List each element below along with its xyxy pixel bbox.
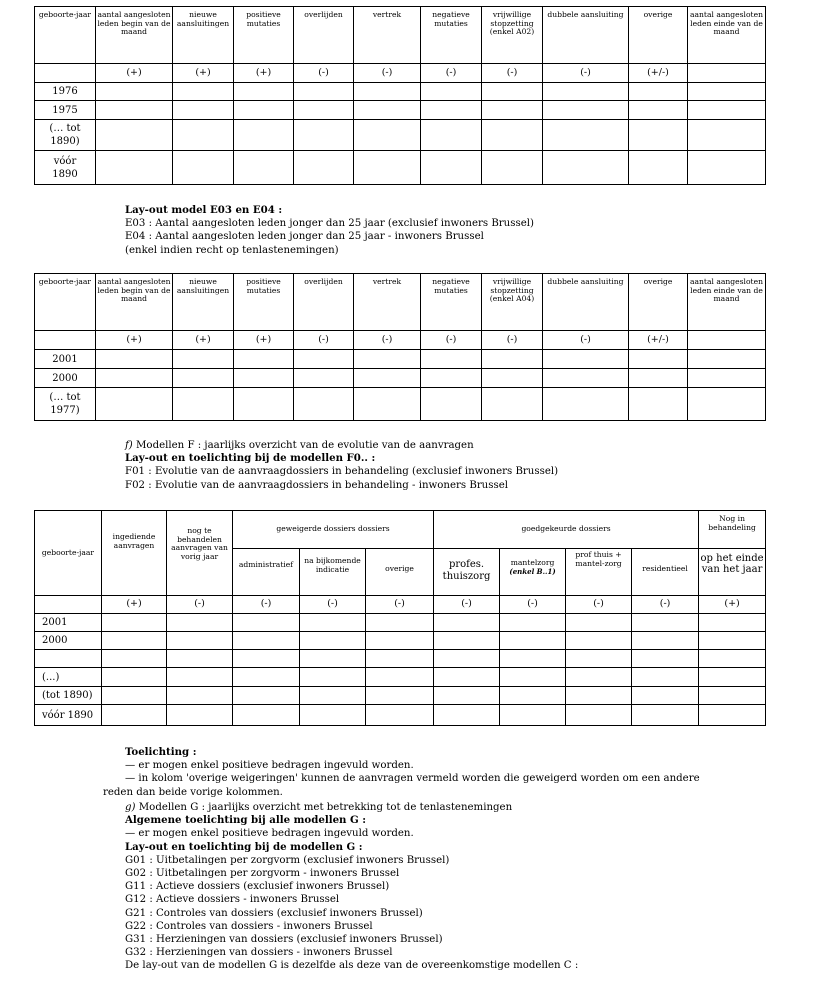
row-label: (… tot 1890) (35, 120, 96, 151)
col-header: negatieve mutaties (421, 274, 482, 331)
col-header-note: (enkel B..1) (509, 566, 556, 576)
section-title: Algemene toelichting bij alle modellen G : (125, 814, 367, 827)
sign-row (35, 64, 766, 83)
table-header-row (35, 274, 766, 331)
col-header: overige (629, 7, 688, 64)
group-header-geweigerd: geweigerde dossiers dossiers (233, 511, 434, 549)
sign-cell: (+) (173, 331, 234, 350)
table-header-row (35, 511, 766, 549)
sign-cell: (+) (699, 596, 766, 614)
sign-cell (35, 64, 96, 83)
col-header: aantal aangesloten leden einde van de maand (688, 274, 766, 331)
col-header: aantal aangesloten leden begin van de maand (96, 274, 173, 331)
text-line: — in kolom 'overige weigeringen' kunnen de aanvragen vermeld worden die geweigerd worden om een andere (125, 773, 700, 785)
col-header: overige (629, 274, 688, 331)
sign-cell: (+) (234, 331, 294, 350)
col-header: vrijwillige stopzetting (enkel A02) (482, 7, 543, 64)
sign-cell: (-) (354, 64, 421, 83)
model-line: G21 : Controles van dossiers (exclusief inwoners Brussel) (125, 907, 423, 919)
sign-cell: (+) (96, 331, 173, 350)
text-line (125, 801, 578, 814)
col-header: geboorte-jaar (35, 7, 96, 64)
sign-cell: (-) (500, 596, 566, 614)
row-label (35, 650, 102, 668)
col-header: overlijden (294, 274, 354, 331)
col-header: geboorte-jaar (35, 511, 102, 596)
sign-cell: (-) (482, 64, 543, 83)
text-line: De lay-out van de modellen G is dezelfde als deze van de overeenkomstige modellen C : (125, 960, 579, 972)
group-header-goedgekeurd: goedgekeurde dossiers (434, 511, 699, 549)
row-label: 2000 (35, 632, 102, 650)
sign-cell (35, 331, 96, 350)
col-header: vrijwillige stopzetting (enkel A04) (482, 274, 543, 331)
sign-cell: (-) (167, 596, 233, 614)
sign-cell: (-) (294, 331, 354, 350)
toelichting-text (125, 746, 700, 786)
row-label: 2001 (35, 350, 96, 369)
model-line: G32 : Herzieningen van dossiers - inwoners Brussel (125, 947, 393, 959)
text-line: E04 : Aantal aangesloten leden jonger dan 25 jaar - inwoners Brussel (125, 231, 484, 243)
col-header: dubbele aansluiting (543, 274, 629, 331)
col-header: positieve mutaties (234, 274, 294, 331)
model-line: G22 : Controles van dossiers - inwoners Brussel (125, 920, 373, 932)
sign-cell: (-) (300, 596, 366, 614)
col-header: aantal aangesloten leden begin van de maand (96, 7, 173, 64)
row-label: 1976 (35, 83, 96, 101)
section-title: Lay-out en toelichting bij de modellen G : (125, 840, 363, 853)
table-row (35, 101, 766, 120)
text-line: — er mogen enkel positieve bedragen ingevuld worden. (125, 760, 414, 772)
model-line: G11 : Actieve dossiers (exclusief inwoners Brussel) (125, 881, 390, 893)
text-line (125, 439, 558, 452)
sign-cell: (-) (543, 331, 629, 350)
col-header: positieve mutaties (234, 7, 294, 64)
section-title: Lay-out model E03 en E04 : (125, 204, 283, 216)
sign-cell: (-) (354, 331, 421, 350)
row-label: (tot 1890) (35, 687, 102, 705)
table-row (35, 650, 766, 668)
sign-cell: (+) (96, 64, 173, 83)
col-header-label: mantelzorg (510, 558, 555, 567)
sign-cell: (-) (632, 596, 699, 614)
sign-cell: (+/-) (629, 331, 688, 350)
table-row (35, 151, 766, 185)
table-row (35, 705, 766, 726)
text-line: F02 : Evolutie van de aanvraagdossiers in behandeling - inwoners Brussel (125, 479, 508, 491)
col-header: op het einde van het jaar (699, 549, 766, 596)
group-header-nog: Nog in behandeling (699, 511, 766, 549)
table-row (35, 350, 766, 369)
row-label: (… tot 1977) (35, 388, 96, 421)
f-line: Modellen F : jaarlijks overzicht van de evolutie van de aanvragen (136, 440, 474, 451)
table-row (35, 687, 766, 705)
col-header: negatieve mutaties (421, 7, 482, 64)
col-header: na bijkomende indicatie (300, 549, 366, 596)
col-header: prof thuis + mantel-zorg (566, 549, 632, 596)
sign-cell: (+) (234, 64, 294, 83)
row-label: vóór 1890 (35, 705, 102, 726)
col-header: administratief (233, 549, 300, 596)
sign-cell: (-) (294, 64, 354, 83)
sign-cell: (-) (482, 331, 543, 350)
table-e01-e02 (34, 6, 766, 185)
col-header: geboorte-jaar (35, 274, 96, 331)
col-header: vertrek (354, 7, 421, 64)
model-line: G12 : Actieve dossiers - inwoners Brussel (125, 894, 340, 906)
model-line: G02 : Uitbetalingen per zorgvorm - inwoners Brussel (125, 868, 400, 880)
text-line: — er mogen enkel positieve bedragen ingevuld worden. (125, 828, 414, 840)
table-row (35, 83, 766, 101)
table-row (35, 632, 766, 650)
row-label: (...) (35, 668, 102, 687)
text-line: F01 : Evolutie van de aanvraagdossiers in behandeling (exclusief inwoners Brussel) (125, 466, 559, 478)
col-header: nieuwe aansluitingen (173, 7, 234, 64)
col-header: ingediende aanvragen (102, 511, 167, 596)
col-header: overlijden (294, 7, 354, 64)
sign-cell: (-) (434, 596, 500, 614)
sign-cell: (-) (421, 331, 482, 350)
text-line: (enkel indien recht op tenlastenemingen) (125, 244, 339, 256)
row-label: vóór 1890 (35, 151, 96, 185)
section-title: Lay-out en toelichting bij de modellen F0.. : (125, 452, 376, 465)
list-marker: g) (125, 802, 136, 813)
table-row (35, 369, 766, 388)
sign-cell: (+) (102, 596, 167, 614)
col-header: nieuwe aansluitingen (173, 274, 234, 331)
g-line: Modellen G : jaarlijks overzicht met betrekking tot de tenlastenemingen (138, 802, 513, 813)
table-row (35, 614, 766, 632)
sign-cell: (-) (233, 596, 300, 614)
col-header (500, 549, 566, 596)
table-e03-e04 (34, 273, 766, 421)
col-header: residentieel (632, 549, 699, 596)
col-header: nog te behandelen aanvragen van vorig jaar (167, 511, 233, 596)
table-header-row (35, 7, 766, 64)
row-label: 2000 (35, 369, 96, 388)
table-row (35, 388, 766, 421)
layout-e03-e04-text (125, 204, 534, 257)
table-row (35, 668, 766, 687)
model-line: G31 : Herzieningen van dossiers (exclusief inwoners Brussel) (125, 934, 443, 946)
sign-cell: (-) (421, 64, 482, 83)
col-header: dubbele aansluiting (543, 7, 629, 64)
sign-cell: (+/-) (629, 64, 688, 83)
sign-cell: (-) (543, 64, 629, 83)
text-line: E03 : Aantal aangesloten leden jonger dan 25 jaar (exclusief inwoners Brussel) (125, 218, 534, 230)
sign-cell (688, 331, 766, 350)
models-f-text (125, 439, 558, 492)
sign-cell (35, 596, 102, 614)
table-row (35, 120, 766, 151)
toelichting-continuation (103, 786, 283, 799)
col-header: profes. thuiszorg (434, 549, 500, 596)
sign-cell: (-) (366, 596, 434, 614)
row-label: 2001 (35, 614, 102, 632)
col-header: aantal aangesloten leden einde van de maand (688, 7, 766, 64)
list-marker: f) (125, 440, 133, 451)
sign-cell: (+) (173, 64, 234, 83)
col-header: vertrek (354, 274, 421, 331)
col-header: overige (366, 549, 434, 596)
models-g-text (125, 801, 578, 973)
row-label: 1975 (35, 101, 96, 120)
sign-cell (688, 64, 766, 83)
text-line: reden dan beide vorige kolommen. (103, 786, 283, 798)
section-title: Toelichting : (125, 746, 197, 758)
model-line: G01 : Uitbetalingen per zorgvorm (exclusief inwoners Brussel) (125, 854, 450, 866)
sign-row (35, 596, 766, 614)
sign-cell: (-) (566, 596, 632, 614)
sign-row (35, 331, 766, 350)
table-f01-f02 (34, 510, 766, 726)
